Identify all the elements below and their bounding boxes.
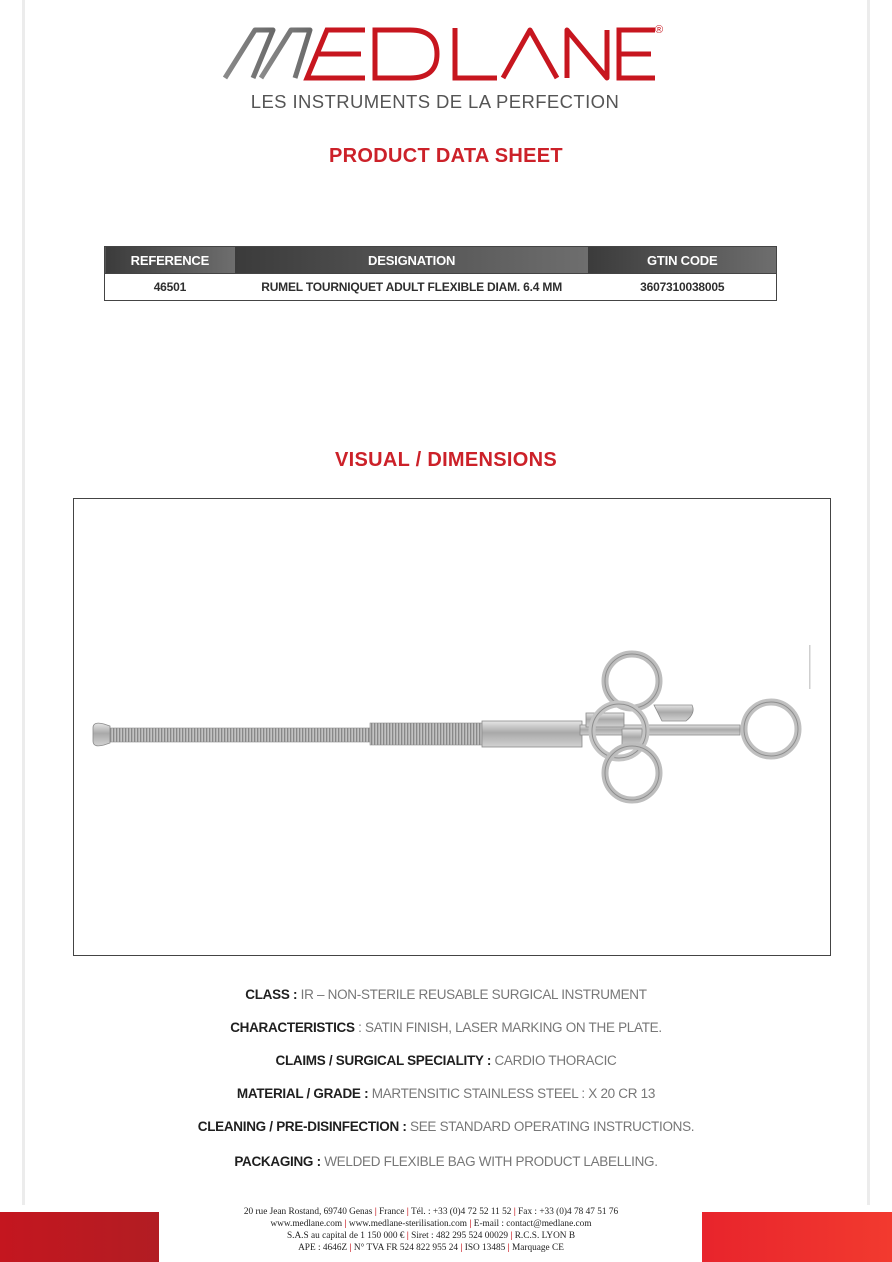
spec-class: CLASS : IR – NON-STERILE REUSABLE SURGICAL INSTRUMENT (245, 987, 647, 1002)
table-row (105, 274, 777, 301)
spec-material: MATERIAL / GRADE : MARTENSITIC STAINLESS STEEL : X 20 CR 13 (236, 1086, 656, 1101)
website-link[interactable]: www.medlane.com (270, 1219, 343, 1229)
footer-bar-left (0, 1212, 159, 1262)
product-reference-table (104, 246, 777, 301)
footer-line-address: 20 rue Jean Rostand, 69740 Genas | France | Tél. : +33 (0)4 72 52 11 52 | Fax : +33 (0)4 78 47 51 76 (243, 1207, 619, 1217)
spec-packaging: PACKAGING : WELDED FLEXIBLE BAG WITH PRODUCT LABELLING. (234, 1154, 658, 1169)
header-reference: REFERENCE (105, 247, 235, 274)
spec-claims: CLAIMS / SURGICAL SPECIALITY : CARDIO THORACIC (275, 1053, 617, 1068)
table-header-row (105, 247, 777, 274)
footer-line-company: S.A.S au capital de 1 150 000 € | Siret : 482 295 524 00029 | R.C.S. LYON B (286, 1231, 576, 1241)
header-gtin-code: GTIN CODE (588, 247, 776, 274)
product-data-sheet-title: PRODUCT DATA SHEET (329, 145, 563, 167)
email-link[interactable]: E-mail : contact@medlane.com (473, 1219, 592, 1229)
cell-gtin-code: 3607310038005 (588, 274, 776, 301)
cell-reference: 46501 (105, 274, 235, 301)
cell-designation: RUMEL TOURNIQUET ADULT FLEXIBLE DIAM. 6.4 MM (235, 274, 589, 301)
rumel-tourniquet-image (74, 499, 830, 955)
visual-dimensions-title: VISUAL / DIMENSIONS (334, 449, 558, 471)
footer-line-registration: APE : 4646Z | N° TVA FR 524 822 955 24 | ISO 13485 | Marquage CE (298, 1243, 564, 1253)
brand-tagline: LES INSTRUMENTS DE LA PERFECTION (250, 91, 620, 112)
footer-bar-right (702, 1212, 892, 1262)
spec-cleaning: CLEANING / PRE-DISINFECTION : SEE STANDARD OPERATING INSTRUCTIONS. (197, 1119, 695, 1134)
spec-characteristics: CHARACTERISTICS : SATIN FINISH, LASER MARKING ON THE PLATE. (230, 1020, 662, 1035)
header-designation: DESIGNATION (235, 247, 589, 274)
sterilisation-website-link[interactable]: www.medlane-sterilisation.com (348, 1219, 468, 1229)
registered-mark: ® (655, 24, 664, 36)
company-footer (170, 1206, 692, 1254)
footer-line-web: www.medlane.com | www.medlane-sterilisation.com | E-mail : contact@medlane.com (270, 1219, 592, 1229)
product-specifications (0, 984, 892, 1184)
product-visual-frame (73, 498, 831, 956)
